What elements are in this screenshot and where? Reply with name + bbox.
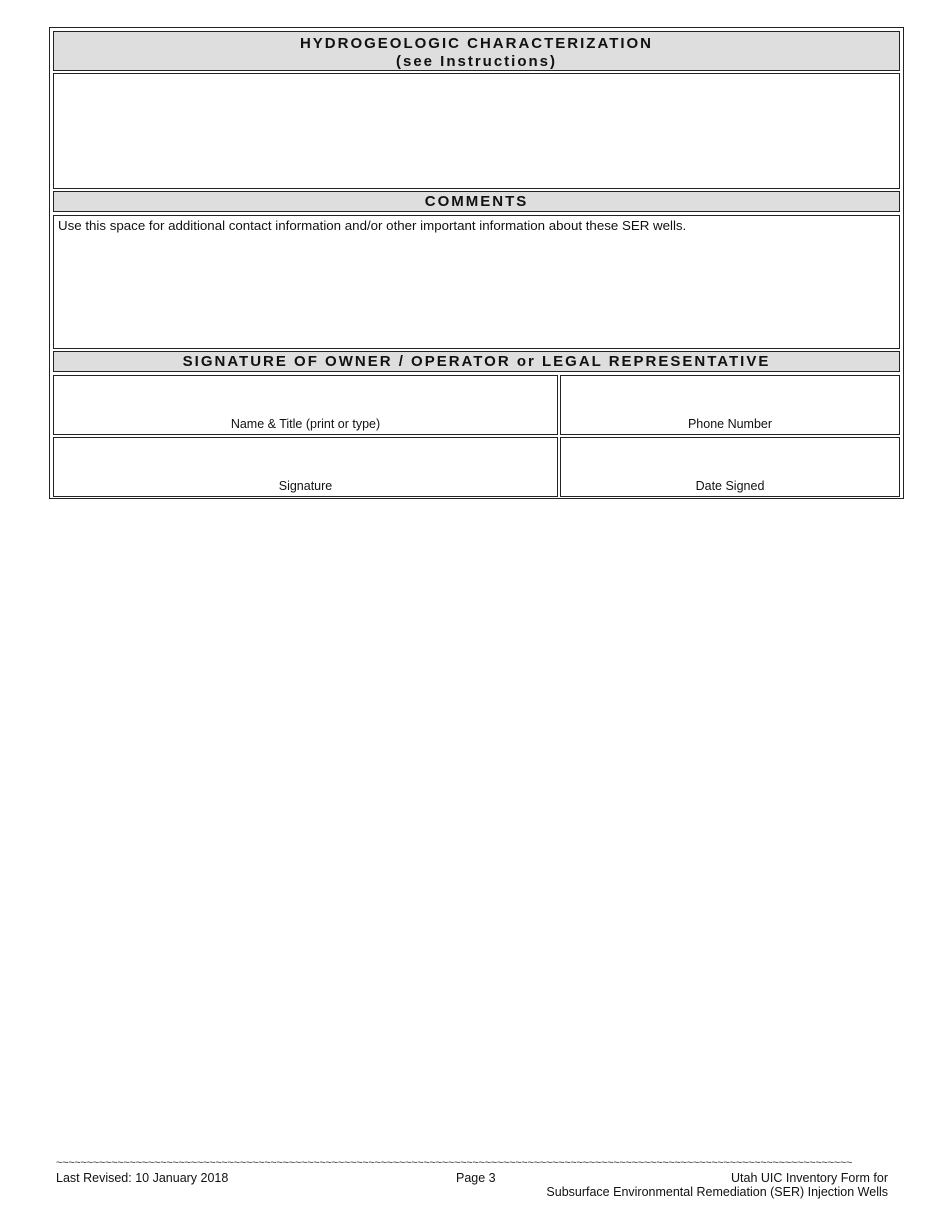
signature-field[interactable] bbox=[53, 437, 558, 497]
signature-title: SIGNATURE OF OWNER / OPERATOR or LEGAL REPRESENTATIVE bbox=[182, 353, 771, 370]
name-title-field[interactable] bbox=[53, 375, 558, 435]
form-title bbox=[546, 1171, 888, 1199]
footer-row bbox=[56, 1171, 888, 1203]
page-footer bbox=[56, 1157, 888, 1203]
form-title-line2: Subsurface Environmental Remediation (SER) Injection Wells bbox=[546, 1185, 888, 1199]
phone-number-label: Phone Number bbox=[687, 417, 773, 431]
footer-divider: ~~~~~~~~~~~~~~~~~~~~~~~~~~~~~~~~~~~~~~~~~~~~~~~~~~~~~~~~~~~~~~~~~~~~~~~~~~~~~~~~~~~~~~~~~~~~~~~~~~~~~~~~~~~~~~~~~~~~~~~~~~~~~~~~~~ bbox=[56, 1157, 853, 1169]
hydrogeologic-title: HYDROGEOLOGIC CHARACTERIZATION bbox=[299, 35, 654, 52]
date-signed-field[interactable] bbox=[560, 437, 900, 497]
comments-instruction: Use this space for additional contact information and/or other important information about these SER wells. bbox=[58, 218, 687, 233]
date-signed-label: Date Signed bbox=[695, 479, 765, 493]
signature-header bbox=[53, 351, 900, 372]
comments-title: COMMENTS bbox=[424, 193, 529, 210]
hydrogeologic-text-area[interactable] bbox=[53, 73, 900, 189]
last-revised: Last Revised: 10 January 2018 bbox=[56, 1171, 229, 1185]
form-title-line1: Utah UIC Inventory Form for bbox=[731, 1171, 888, 1185]
inventory-form bbox=[49, 27, 904, 499]
name-title-label: Name & Title (print or type) bbox=[230, 417, 381, 431]
hydrogeologic-header bbox=[53, 31, 900, 71]
comments-text-area[interactable] bbox=[53, 215, 900, 349]
signature-label: Signature bbox=[278, 479, 333, 493]
comments-header bbox=[53, 191, 900, 212]
page-number: Page 3 bbox=[456, 1171, 496, 1185]
hydrogeologic-subtitle: (see Instructions) bbox=[395, 53, 558, 70]
phone-number-field[interactable] bbox=[560, 375, 900, 435]
